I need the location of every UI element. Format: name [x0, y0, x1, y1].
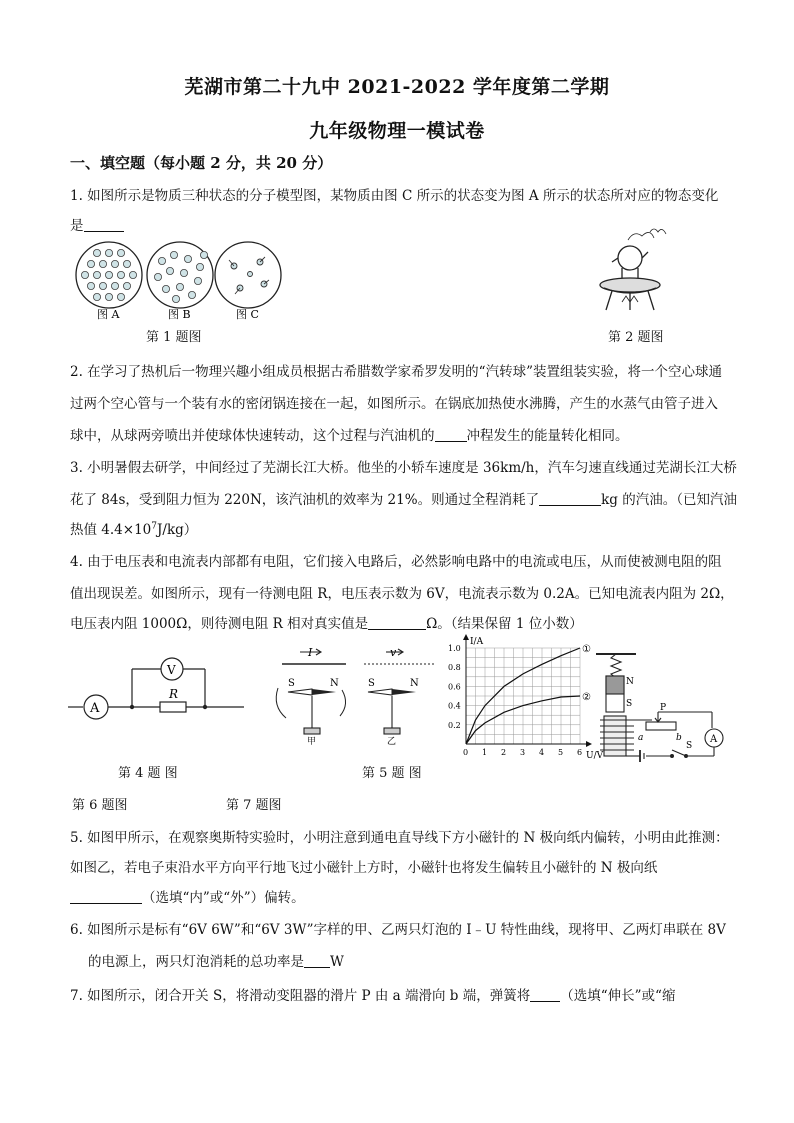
- solid-molecule: [105, 249, 112, 256]
- page-title: 芜湖市第二十九中 2021-2022 学年度第二学期: [184, 76, 610, 98]
- q2-text-line3: [70, 424, 629, 444]
- liquid-molecule: [154, 273, 161, 280]
- x-axis-label: U/V: [586, 751, 604, 761]
- q3-heat-unit: J/kg）: [157, 522, 198, 538]
- q5-figure-caption: 第 5 题 图: [362, 766, 422, 781]
- liquid-molecule: [170, 251, 177, 258]
- q5-text-line3: [70, 886, 305, 906]
- q5-answer-blank: [70, 890, 142, 904]
- q4-text-line2: 值出现误差。如图所示，现有一待测电阻 R，电压表示数为 6V，电流表示数为 0.2A。已知电流表内阻为 2Ω，: [70, 586, 734, 602]
- q3-text-line3: [70, 518, 197, 538]
- solid-molecule: [93, 293, 100, 300]
- label-jia: 甲: [307, 737, 317, 747]
- q2-answer-blank: [435, 428, 467, 442]
- y-axis-arrow: [463, 634, 469, 640]
- liquid-molecule: [180, 269, 187, 276]
- liquid-molecule: [184, 255, 191, 262]
- liquid-molecule: [158, 257, 165, 264]
- q1-answer-blank: [84, 218, 124, 232]
- solid-molecule: [93, 249, 100, 256]
- liquid-molecule: [176, 283, 183, 290]
- q3-text-line1: 3. 小明暑假去研学，中间经过了芜湖长江大桥。他坐的小轿车速度是 36km/h，汽车匀速直线通过芜湖长江大桥: [70, 460, 737, 476]
- magnet-n-label: N: [626, 677, 634, 687]
- solid-molecule: [81, 271, 88, 278]
- ammeter-label: A: [710, 734, 718, 745]
- y-tick-label: 0.2: [448, 720, 461, 730]
- liquid-molecule: [194, 277, 201, 284]
- q1-text-line2: [70, 214, 124, 234]
- x-tick-label: 0: [463, 748, 469, 757]
- q2-text-line2: 过两个空心管与一个装有水的密闭锅连接在一起，如图所示。在锅底加热使水沸腾，产生的水蒸气由管子进入: [70, 396, 718, 412]
- series-name-2: ②: [582, 692, 591, 703]
- slider-p-label: P: [660, 703, 667, 713]
- x-tick-label: 6: [577, 748, 583, 757]
- liquid-molecule: [188, 291, 195, 298]
- q4-text-line3: [70, 612, 583, 632]
- q7-text-line1b: （选填“伸长”或“缩: [560, 988, 676, 1004]
- figure-c-gas: [215, 242, 281, 308]
- x-axis-arrow: [586, 741, 592, 747]
- q3-heat-value: 热值 4.4×10: [70, 522, 152, 538]
- solid-molecule: [129, 271, 136, 278]
- solid-molecule: [111, 282, 118, 289]
- y-tick-label: 0.6: [448, 682, 461, 692]
- q3-text-line2b: kg 的汽油。（已知汽油: [601, 492, 737, 508]
- solid-molecule: [117, 293, 124, 300]
- rheostat-a-label: a: [638, 733, 644, 743]
- q7-text-line1a: 7. 如图所示，闭合开关 S，将滑动变阻器的滑片 P 由 a 端滑向 b 端，弹簧将: [70, 988, 531, 1004]
- q6-text-line2b: W: [330, 954, 344, 970]
- x-tick-label: 2: [501, 748, 507, 757]
- q5-oersted-figure: [268, 640, 440, 747]
- label-yi: 乙: [387, 737, 397, 747]
- solid-molecule: [123, 282, 130, 289]
- ammeter-symbol: A: [90, 701, 100, 716]
- y-axis-label: I/A: [470, 637, 484, 647]
- liquid-molecule: [200, 251, 207, 258]
- magnet-s-label: S: [626, 699, 633, 709]
- x-tick-label: 5: [558, 748, 564, 757]
- q7-electromagnet-figure: [596, 650, 732, 762]
- solid-molecule: [117, 249, 124, 256]
- x-tick-label: 1: [482, 748, 488, 757]
- rheostat-b-label: b: [676, 733, 682, 743]
- x-tick-label: 3: [520, 748, 526, 757]
- q6-iu-chart: [446, 630, 604, 761]
- solid-molecule: [87, 282, 94, 289]
- y-tick-label: 1.0: [448, 644, 461, 653]
- resistor-label: R: [169, 687, 179, 701]
- q5-text-line2: 如图乙，若电子束沿水平方向平行地飞过小磁针上方时，小磁针也将发生偏转且小磁针的 N 极向纸: [70, 860, 658, 876]
- q1-text-line1: 1. 如图所示是物质三种状态的分子模型图，某物质由图 C 所示的状态变为图 A 所示的状态所对应的物态变化: [70, 188, 719, 204]
- y-tick-label: 0.8: [448, 663, 461, 673]
- q3-answer-blank: [539, 492, 601, 506]
- q7-figure-caption: 第 7 题图: [226, 798, 282, 813]
- page-subtitle: 九年级物理一模试卷: [309, 120, 485, 142]
- liquid-molecule: [162, 285, 169, 292]
- solid-molecule: [123, 260, 130, 267]
- needle-s-label-yi: S: [368, 678, 375, 689]
- chart-grid: [466, 648, 580, 744]
- q4-circuit-figure: [68, 652, 246, 732]
- chart-labels: [448, 637, 604, 761]
- q7-text-line1: [70, 984, 675, 1004]
- q4-answer-blank: [368, 616, 426, 630]
- q5-text-line3-content: （选填“内”或“外”）偏转。: [142, 890, 305, 906]
- q6-text-line1: 6. 如图所示是标有“6V 6W”和“6V 3W”字样的甲、乙两只灯泡的 I﹣U 特性曲线，现将甲、乙两灯串联在 8V: [70, 922, 726, 938]
- figure-a-solid: [76, 242, 142, 308]
- solid-molecule: [87, 260, 94, 267]
- q6-answer-blank: [304, 954, 330, 968]
- figure-b-liquid: [147, 242, 213, 308]
- q2-aeolipile-figure: [592, 222, 682, 314]
- q2-text-line1: 2. 在学习了热机后一物理兴趣小组成员根据古希腊数学家希罗发明的“汽转球”装置组装实验，将一个空心球通: [70, 364, 722, 380]
- x-tick-label: 4: [539, 748, 545, 757]
- q2-text-line3a: 球中，从球两旁喷出并使球体快速转动，这个过程与汽油机的: [70, 428, 435, 444]
- y-tick-label: 0.4: [448, 701, 461, 711]
- q2-figure-caption: 第 2 题图: [608, 330, 664, 345]
- velocity-label: v: [390, 646, 397, 659]
- q4-text-line3a: 电压表内阻 1000Ω，则待测电阻 R 相对真实值是: [70, 616, 369, 632]
- solid-molecule: [99, 260, 106, 267]
- solid-molecule: [99, 282, 106, 289]
- q4-text-line3b: Ω。（结果保留 1 位小数）: [426, 616, 583, 632]
- solid-molecule: [93, 271, 100, 278]
- q6-text-line2: [88, 950, 344, 970]
- q1-molecule-figure: [72, 240, 282, 322]
- q3-text-line2a: 花了 84s，受到阻力恒为 220N，该汽油机的效率为 21%。则通过全程消耗了: [70, 492, 540, 508]
- liquid-molecule: [166, 267, 173, 274]
- section-heading: 一、填空题（每小题 2 分，共 20 分）: [70, 154, 333, 172]
- solid-molecule: [117, 271, 124, 278]
- solid-molecule: [105, 271, 112, 278]
- solid-molecule: [111, 260, 118, 267]
- needle-n-label-yi: N: [410, 678, 419, 689]
- q3-text-line2: [70, 488, 737, 508]
- label-figure-a: 图 A: [97, 308, 120, 321]
- switch-label: S: [686, 741, 693, 751]
- q6-text-line2a: 的电源上，两只灯泡消耗的总功率是: [88, 954, 304, 970]
- q6-figure-caption: 第 6 题图: [72, 798, 128, 813]
- q7-answer-blank: [530, 988, 560, 1002]
- solid-molecule: [105, 293, 112, 300]
- voltmeter-symbol: V: [167, 663, 176, 677]
- liquid-molecule: [172, 295, 179, 302]
- needle-s-label-jia: S: [288, 678, 295, 689]
- needle-n-label-jia: N: [330, 678, 339, 689]
- label-figure-b: 图 B: [168, 308, 191, 321]
- series-name-1: ①: [582, 644, 591, 655]
- label-figure-c: 图 C: [236, 308, 259, 321]
- q4-text-line1: 4. 由于电压表和电流表内部都有电阻，它们接入电路后，必然影响电路中的电流或电压，从而使被测电阻的阻: [70, 554, 722, 570]
- q3-heat-exponent: 7: [151, 521, 157, 532]
- current-label: I: [308, 646, 313, 659]
- q2-text-line3b: 冲程发生的能量转化相同。: [466, 428, 629, 444]
- q1-figure-caption: 第 1 题图: [146, 330, 202, 345]
- q4-figure-caption: 第 4 题 图: [118, 766, 178, 781]
- liquid-molecule: [196, 263, 203, 270]
- q1-prefix: 是: [70, 218, 84, 234]
- q5-text-line1: 5. 如图甲所示，在观察奥斯特实验时，小明注意到通电直导线下方小磁针的 N 极向纸内偏转，小明由此推测：: [70, 830, 729, 846]
